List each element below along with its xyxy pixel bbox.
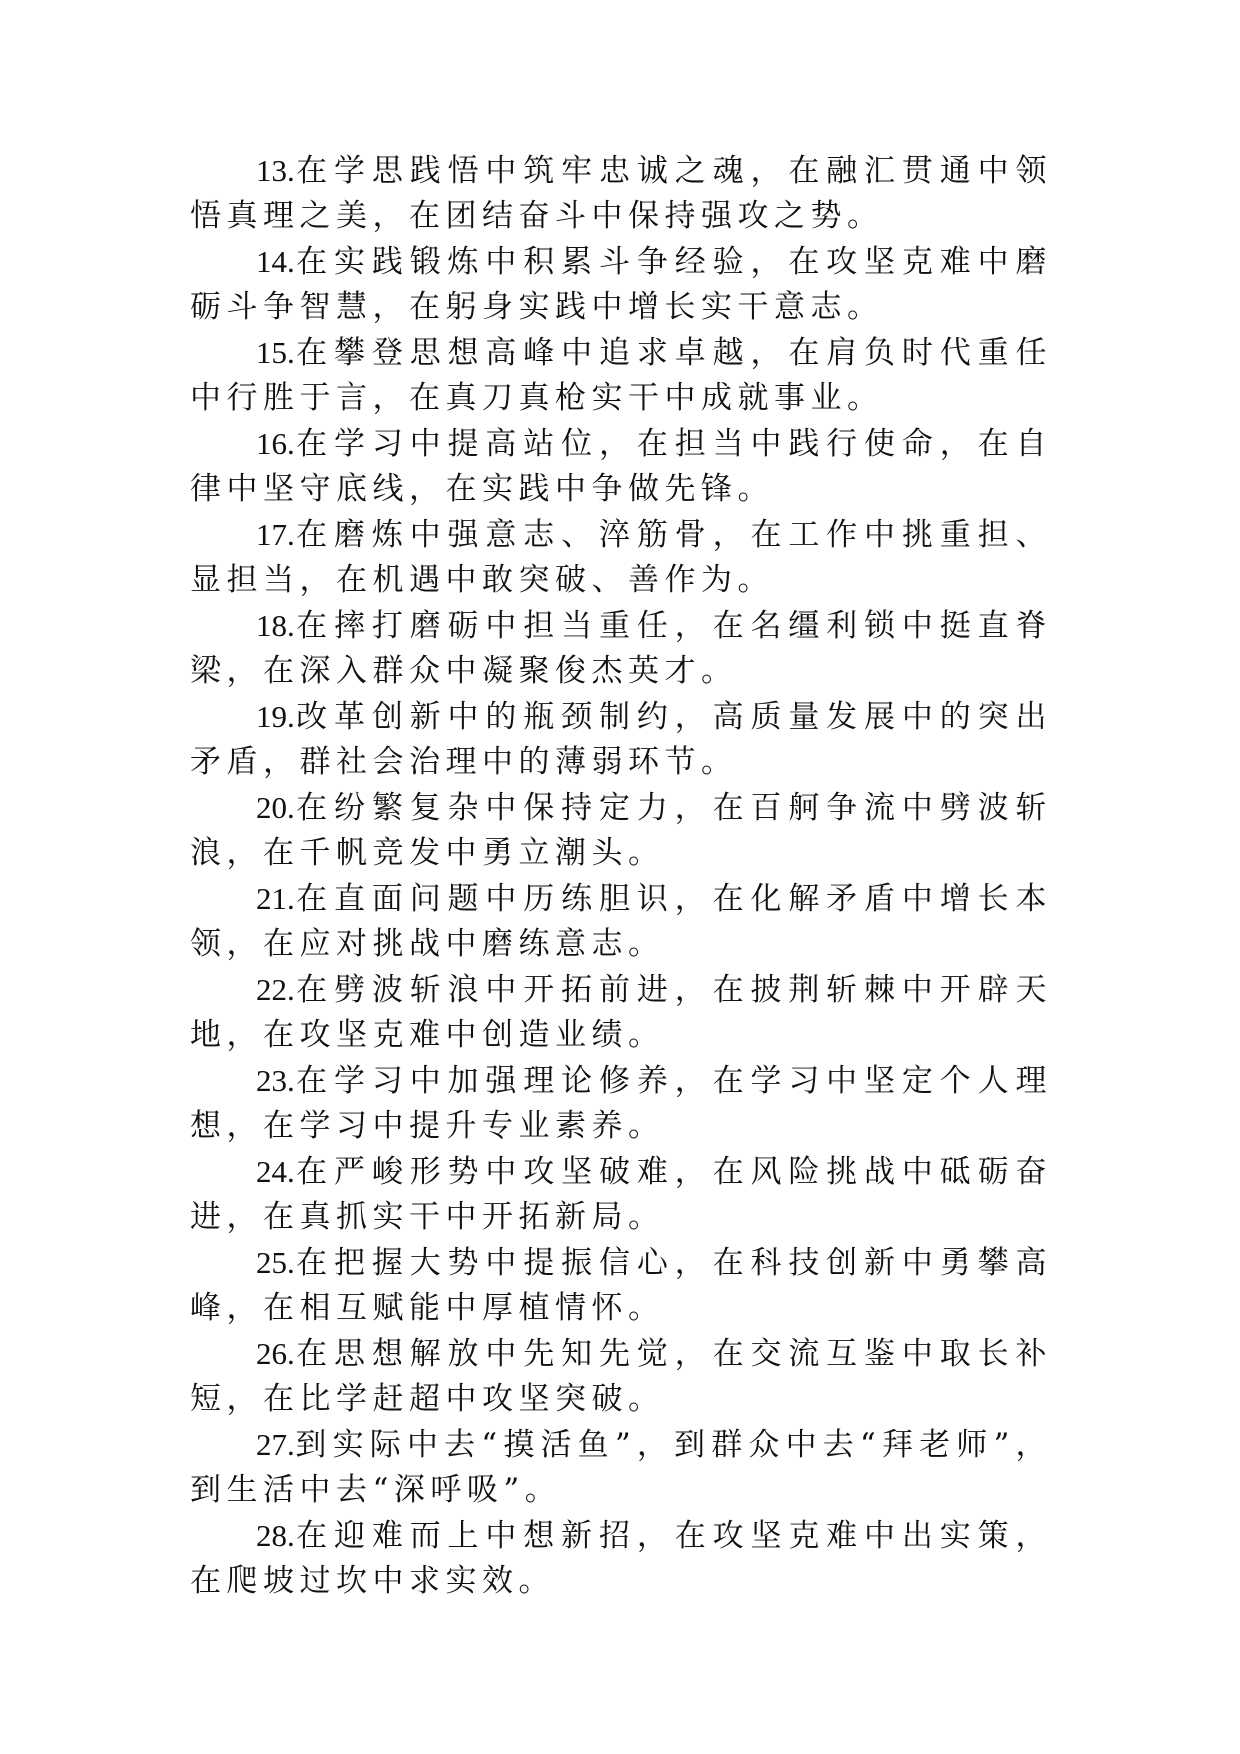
- paragraph-text: 在实践锻炼中积累斗争经验，在攻坚克难中磨砺斗争智慧，在躬身实践中增长实干意志。: [190, 244, 1052, 325]
- paragraph-text: 改革创新中的瓶颈制约，高质量发展中的突出矛盾，群社会治理中的薄弱环节。: [190, 699, 1052, 780]
- paragraph-number: 16.: [256, 426, 295, 461]
- paragraph-19: [190, 694, 1052, 785]
- paragraph-26: [190, 1331, 1052, 1422]
- paragraph-number: 20.: [256, 790, 295, 825]
- paragraph-18: [190, 603, 1052, 694]
- paragraph-number: 13.: [256, 153, 295, 188]
- paragraph-14: [190, 239, 1052, 330]
- paragraph-text: 在严峻形势中攻坚破难，在风险挑战中砥砺奋进，在真抓实干中开拓新局。: [190, 1154, 1052, 1235]
- paragraph-13: [190, 148, 1052, 239]
- paragraph-22: [190, 967, 1052, 1058]
- paragraph-27: [190, 1422, 1052, 1513]
- paragraph-25: [190, 1240, 1052, 1331]
- paragraph-text: 在纷繁复杂中保持定力，在百舸争流中劈波斩浪，在千帆竞发中勇立潮头。: [190, 790, 1052, 871]
- paragraph-number: 28.: [256, 1518, 295, 1553]
- paragraph-number: 19.: [256, 699, 295, 734]
- paragraph-number: 18.: [256, 608, 295, 643]
- paragraph-text: 在学习中加强理论修养，在学习中坚定个人理想，在学习中提升专业素养。: [190, 1063, 1052, 1144]
- paragraph-text: 在思想解放中先知先觉，在交流互鉴中取长补短，在比学赶超中攻坚突破。: [190, 1336, 1052, 1417]
- paragraph-text: 在劈波斩浪中开拓前进，在披荆斩棘中开辟天地，在攻坚克难中创造业绩。: [190, 972, 1052, 1053]
- paragraph-text: 在攀登思想高峰中追求卓越，在肩负时代重任中行胜于言，在真刀真枪实干中成就事业。: [190, 335, 1052, 416]
- paragraph-text: 在迎难而上中想新招，在攻坚克难中出实策，在爬坡过坎中求实效。: [190, 1518, 1052, 1599]
- paragraph-28: [190, 1513, 1052, 1604]
- paragraph-24: [190, 1149, 1052, 1240]
- paragraph-number: 21.: [256, 881, 295, 916]
- paragraph-number: 17.: [256, 517, 295, 552]
- document-body: [190, 148, 1052, 1604]
- paragraph-text: 在把握大势中提振信心，在科技创新中勇攀高峰，在相互赋能中厚植情怀。: [190, 1245, 1052, 1326]
- paragraph-number: 27.: [256, 1427, 295, 1462]
- paragraph-text: 在直面问题中历练胆识，在化解矛盾中增长本领，在应对挑战中磨练意志。: [190, 881, 1052, 962]
- paragraph-text: 在摔打磨砺中担当重任，在名缰利锁中挺直脊梁，在深入群众中凝聚俊杰英才。: [190, 608, 1052, 689]
- paragraph-text: 在学习中提高站位，在担当中践行使命，在自律中坚守底线，在实践中争做先锋。: [190, 426, 1052, 507]
- paragraph-text: 在磨炼中强意志、淬筋骨，在工作中挑重担、显担当，在机遇中敢突破、善作为。: [190, 517, 1052, 598]
- paragraph-21: [190, 876, 1052, 967]
- paragraph-17: [190, 512, 1052, 603]
- paragraph-16: [190, 421, 1052, 512]
- paragraph-number: 15.: [256, 335, 295, 370]
- paragraph-number: 26.: [256, 1336, 295, 1371]
- paragraph-text: 在学思践悟中筑牢忠诚之魂，在融汇贯通中领悟真理之美，在团结奋斗中保持强攻之势。: [190, 153, 1052, 234]
- paragraph-number: 24.: [256, 1154, 295, 1189]
- paragraph-number: 23.: [256, 1063, 295, 1098]
- paragraph-number: 22.: [256, 972, 295, 1007]
- paragraph-20: [190, 785, 1052, 876]
- paragraph-text: 到实际中去“摸活鱼”，到群众中去“拜老师”，到生活中去“深呼吸”。: [190, 1427, 1052, 1508]
- paragraph-number: 14.: [256, 244, 295, 279]
- paragraph-23: [190, 1058, 1052, 1149]
- paragraph-number: 25.: [256, 1245, 295, 1280]
- paragraph-15: [190, 330, 1052, 421]
